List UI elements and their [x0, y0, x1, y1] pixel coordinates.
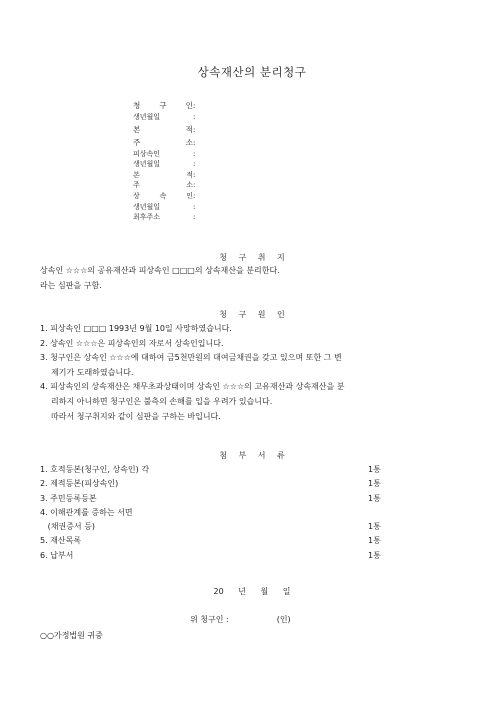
party-label: 본 적	[133, 124, 193, 134]
party-label: 상 속 인	[133, 191, 193, 200]
signature-line	[190, 614, 291, 625]
party-row	[133, 112, 195, 123]
attachment-text: 5. 재산목록	[40, 536, 82, 546]
party-row	[133, 123, 195, 136]
party-row	[133, 99, 195, 112]
party-row	[133, 212, 195, 223]
party-colon: :	[193, 181, 196, 190]
party-colon: :	[193, 102, 196, 110]
attachment-text: 1. 호적등본(청구인, 상속인) 각	[40, 465, 150, 474]
party-label: 생년월일	[133, 160, 161, 169]
party-label: 생년월일	[133, 113, 161, 121]
claim-purpose-line: 라는 심판을 구함.	[40, 280, 102, 290]
claim-cause-line: 3. 청구인은 상속인 ☆☆☆에 대하여 금5천만원의 대여금채권을 갖고 있으며 또한 그 변	[40, 353, 342, 363]
party-label: 주 소	[133, 137, 193, 147]
claim-purpose-line: 상속인 ☆☆☆의 공유재산과 피상속인 □□□의 상속재산을 분리한다.	[40, 266, 280, 275]
party-row	[133, 149, 195, 160]
seal-mark: (인)	[276, 615, 291, 624]
attachment-item	[40, 549, 470, 563]
party-row	[133, 202, 195, 213]
claim-cause-line: 따라서 청구취지와 같이 심판을 구하는 바입니다.	[51, 411, 221, 421]
party-colon: :	[193, 149, 196, 158]
party-colon: :	[193, 202, 196, 211]
party-label: 주 소	[133, 181, 193, 190]
attachment-item	[40, 492, 470, 506]
attachments-list	[40, 463, 470, 563]
party-colon: :	[193, 125, 196, 134]
party-row	[133, 180, 195, 191]
claim-purpose-body	[40, 264, 470, 293]
party-colon: :	[193, 138, 196, 147]
attachment-qty: 1통	[368, 522, 381, 532]
claim-cause-line: 4. 피상속인의 상속재산은 채무초과상태이며 상속인 ☆☆☆의 고유재산과 상속재산을 분	[40, 382, 345, 392]
party-label: 최후주소	[133, 213, 161, 222]
attachment-qty: 1통	[368, 479, 381, 489]
party-row	[133, 159, 195, 170]
party-colon: :	[193, 213, 196, 222]
attachment-item	[40, 520, 470, 534]
claim-cause-body	[40, 322, 470, 424]
attachment-item	[40, 506, 470, 520]
attachment-qty: 1통	[368, 550, 381, 560]
document-title: 상속재산의 분리청구	[197, 65, 307, 79]
party-row	[133, 170, 195, 181]
party-label: 피상속인	[133, 149, 161, 158]
party-row	[133, 136, 195, 149]
party-label: 본 적	[133, 170, 193, 179]
party-colon: :	[193, 113, 196, 121]
date-line: 20 년 월 일	[213, 587, 291, 596]
party-colon: :	[193, 191, 196, 200]
attachment-item	[40, 534, 470, 548]
claim-cause-heading: 청 구 원 인	[219, 310, 285, 319]
attachment-text: 2. 제적등본(피상속인)	[40, 479, 119, 489]
attachment-qty: 1통	[368, 465, 381, 474]
attachment-text: 3. 주민등록등본	[40, 493, 97, 503]
party-colon: :	[193, 160, 196, 169]
attachments-heading: 첨 부 서 류	[219, 451, 285, 460]
attachment-item	[40, 463, 470, 477]
claim-purpose-heading: 청 구 취 지	[219, 253, 285, 262]
attachment-qty: 1통	[368, 493, 381, 503]
attachment-text: (채권증서 등)	[40, 522, 96, 532]
party-label: 청 구 인	[133, 101, 193, 110]
claim-cause-line: 2. 상속인 ☆☆☆은 피상속인의 자로서 상속인입니다.	[40, 338, 224, 348]
party-colon: :	[193, 170, 196, 179]
claim-cause-line: 리하지 아니하면 청구인은 불측의 손해를 입을 우려가 있습니다.	[51, 396, 273, 406]
attachment-text: 4. 이해관계를 증하는 서면	[40, 507, 133, 517]
signature-label: 위 청구인 :	[190, 615, 229, 624]
party-label: 생년월일	[133, 202, 161, 211]
attachment-text: 6. 납부서	[40, 550, 74, 560]
attachment-item	[40, 477, 470, 491]
attachment-qty: 1통	[368, 536, 381, 546]
court-addressee: ○○가정법원 귀중	[40, 631, 103, 640]
claim-cause-line: 1. 피상속인 □□□ 1993년 9월 10일 사망하였습니다.	[40, 324, 232, 333]
party-info-block	[133, 99, 195, 223]
claim-cause-line: 제기가 도래하였습니다.	[51, 367, 134, 377]
party-row	[133, 191, 195, 202]
